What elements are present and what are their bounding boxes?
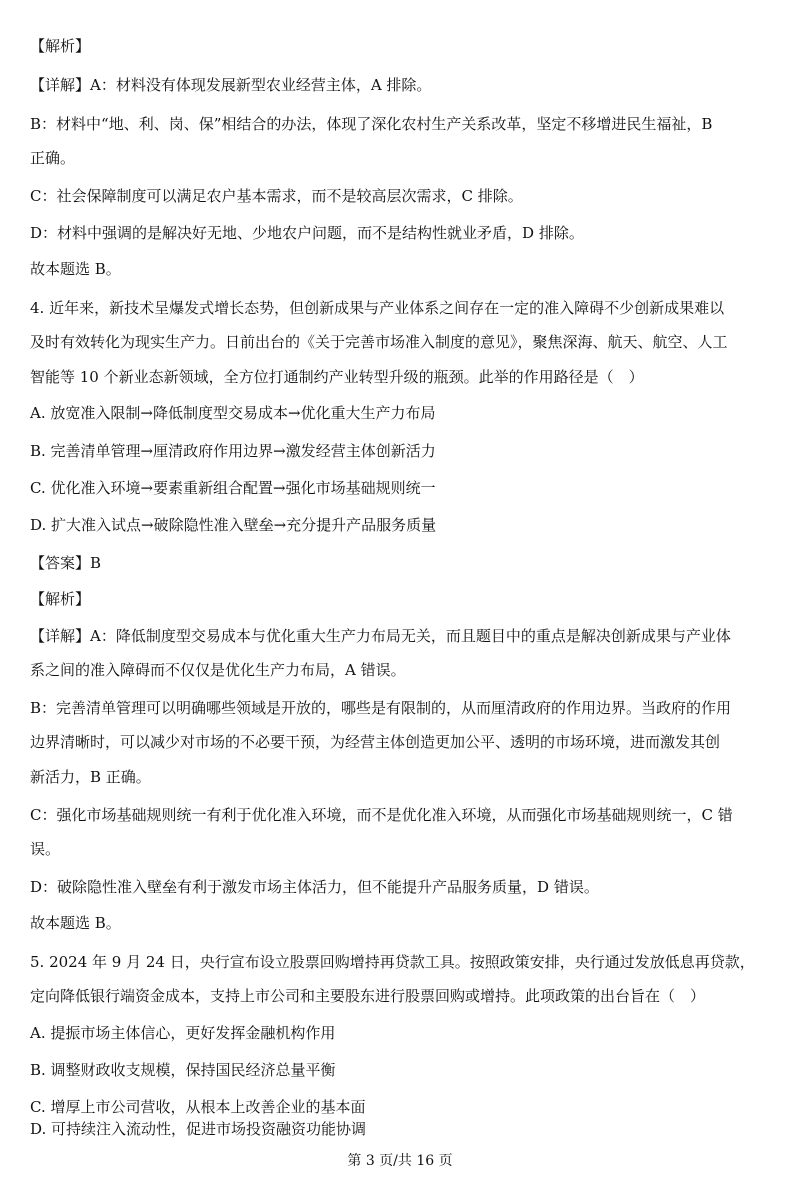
option-b: B. 完善清单管理→厘清政府作用边界→激发经营主体创新活力: [30, 442, 436, 460]
question-text: 4. 近年来，新技术呈爆发式增长态势，但创新成果与产业体系之间存在一定的准入障碍不少创新成果难以: [30, 299, 725, 317]
question-text: 智能等 10 个新业态新领域，全方位打通制约产业转型升级的瓶颈。此举的作用路径是（ ）: [30, 368, 644, 386]
option-b: B. 调整财政收支规模，保持国民经济总量平衡: [30, 1061, 336, 1079]
question-text: 5. 2024 年 9 月 24 日，央行宣布设立股票回购增持再贷款工具。按照政策安排，央行通过发放低息再贷款，: [30, 953, 755, 971]
text-line: 系之间的准入障碍而不仅仅是优化生产力布局，A 错误。: [30, 661, 406, 679]
option-a: A. 放宽准入限制→降低制度型交易成本→优化重大生产力布局: [30, 404, 436, 422]
text-line: D：材料中强调的是解决好无地、少地农户问题，而不是结构性就业矛盾，D 排除。: [30, 224, 584, 242]
text-line: 【详解】A：降低制度型交易成本与优化重大生产力布局无关，而且题目中的重点是解决创新成果与产业体: [30, 627, 731, 645]
text-line: 故本题选 B。: [30, 260, 121, 278]
text-line: C：强化市场基础规则统一有利于优化准入环境，而不是优化准入环境，从而强化市场基础规则统一，C 错: [30, 806, 733, 824]
text-line: B：材料中“地、利、岗、保”相结合的办法，体现了深化农村生产关系改革，坚定不移增进民生福祉，B: [30, 115, 713, 133]
question-text: 定向降低银行端资金成本，支持上市公司和主要股东进行股票回购或增持。此项政策的出台旨在（ ）: [30, 987, 706, 1005]
page-footer: 第 3 页/共 16 页: [347, 1153, 453, 1169]
text-line: B：完善清单管理可以明确哪些领域是开放的，哪些是有限制的，从而厘清政府的作用边界。当政府的作用: [30, 699, 732, 717]
answer-label: 【答案】B: [30, 554, 102, 572]
option-c: C. 增厚上市公司营收，从根本上改善企业的基本面: [30, 1098, 366, 1116]
text-line: 误。: [30, 840, 61, 858]
text-line: 边界清晰时，可以减少对市场的不必要干预，为经营主体创造更加公平、透明的市场环境，进而激发其创: [30, 733, 721, 751]
text-line: 正确。: [30, 149, 76, 167]
option-d: D. 扩大准入试点→破除隐性准入壁垒→充分提升产品服务质量: [30, 516, 437, 534]
question-text: 及时有效转化为现实生产力。日前出台的《关于完善市场准入制度的意见》，聚焦深海、航天、航空、人工: [30, 333, 728, 351]
option-c: C. 优化准入环境→要素重新组合配置→强化市场基础规则统一: [30, 479, 436, 497]
text-line: 【解析】: [30, 590, 91, 608]
text-line: 新活力，B 正确。: [30, 768, 151, 786]
text-line: 故本题选 B。: [30, 914, 121, 932]
text-line: C：社会保障制度可以满足农户基本需求，而不是较高层次需求，C 排除。: [30, 187, 523, 205]
text-line: 【详解】A：材料没有体现发展新型农业经营主体，A 排除。: [30, 76, 432, 94]
text-line: 【解析】: [30, 37, 91, 55]
option-a: A. 提振市场主体信心，更好发挥金融机构作用: [30, 1024, 336, 1042]
text-line: D：破除隐性准入壁垒有利于激发市场主体活力，但不能提升产品服务质量，D 错误。: [30, 878, 599, 896]
option-d: D. 可持续注入流动性，促进市场投资融资功能协调: [30, 1120, 367, 1138]
